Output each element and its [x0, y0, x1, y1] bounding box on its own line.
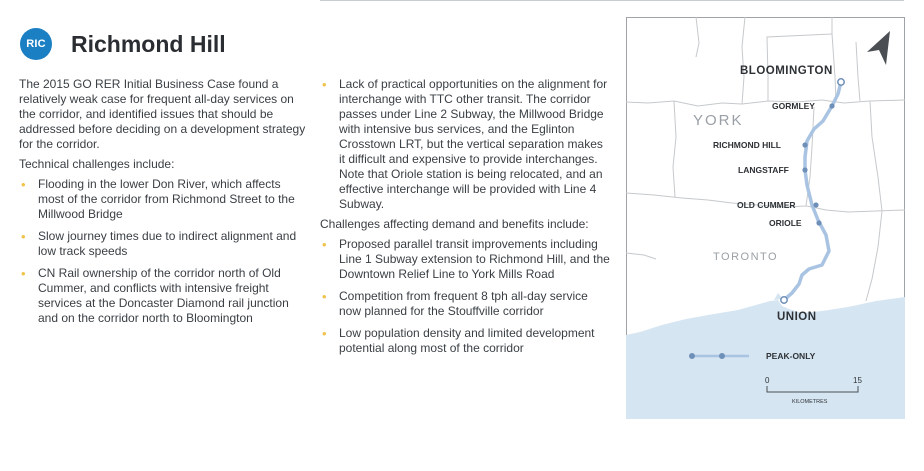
station-marker-oriole: [816, 220, 821, 225]
corridor-map: [626, 17, 905, 419]
legend-station-marker: [689, 353, 695, 359]
scale-unit: KILOMETRES: [792, 399, 828, 405]
intro-paragraph: The 2015 GO RER Initial Business Case found a relatively weak case for frequent all-day services on the corridor, and identified issues that should be addressed before deciding on a development strategy for the corridor.: [19, 77, 306, 151]
station-label-oriole: ORIOLE: [769, 218, 802, 228]
list-item: • Low population density and limited development potential along most of the corridor: [320, 326, 610, 356]
legend-station-marker: [719, 353, 725, 359]
station-marker-old-cummer: [813, 202, 818, 207]
right-column: [320, 77, 610, 363]
scale-end: 15: [853, 376, 862, 385]
region-label-york: YORK: [693, 112, 744, 129]
list-item: • CN Rail ownership of the corridor north of Old Cummer, and conflicts with intensive freight services at the Doncaster Diamond rail junction and on the corridor north to Bloomington: [19, 266, 309, 326]
technical-heading: Technical challenges include:: [19, 157, 175, 171]
station-marker-gormley: [829, 103, 834, 108]
list-item: • Flooding in the lower Don River, which affects most of the corridor from Richmond Street to the Millwood Bridge: [19, 177, 309, 222]
corridor-badge: RIC: [20, 28, 52, 60]
list-item: • Proposed parallel transit improvements including Line 1 Subway extension to Richmond Hill, and the Downtown Relief Line to York Mills Road: [320, 237, 610, 282]
station-label-union: UNION: [777, 311, 817, 323]
station-marker-langstaff: [802, 167, 807, 172]
station-label-richmond-hill: RICHMOND HILL: [713, 140, 781, 150]
region-label-toronto: TORONTO: [713, 251, 779, 263]
station-label-bloomington: BLOOMINGTON: [740, 65, 833, 77]
station-label-langstaff: LANGSTAFF: [738, 165, 789, 175]
station-marker-union: [781, 297, 787, 303]
station-marker-bloomington: [838, 79, 844, 85]
page-title: Richmond Hill: [71, 31, 226, 57]
list-item: • Lack of practical opportunities on the alignment for interchange with TTC other transit. The corridor passes under Line 2 Subway, the Millwood Bridge with intensive bus services, and the Eglinton Crosstown LRT, but the vertical separation makes it difficult and expensive to provide interchanges. Note that Oriole station is being relocated, and an effective interchange will be provided with Line 4 Subway.: [320, 77, 610, 212]
station-marker-richmond-hill: [802, 142, 807, 147]
top-rule: [320, 0, 904, 1]
scale-start: 0: [765, 376, 770, 385]
station-label-old-cummer: OLD CUMMER: [737, 200, 796, 210]
list-item: • Slow journey times due to indirect alignment and low track speeds: [19, 229, 309, 259]
technical-list: [19, 177, 309, 326]
station-label-gormley: GORMLEY: [772, 101, 815, 111]
technical-list-continued: [320, 77, 610, 212]
demand-heading: Challenges affecting demand and benefits include:: [320, 217, 589, 231]
list-item: • Competition from frequent 8 tph all-day service now planned for the Stouffville corridor: [320, 289, 610, 319]
left-column: [19, 77, 309, 333]
legend-label: PEAK-ONLY: [766, 351, 816, 361]
demand-list: [320, 237, 610, 356]
